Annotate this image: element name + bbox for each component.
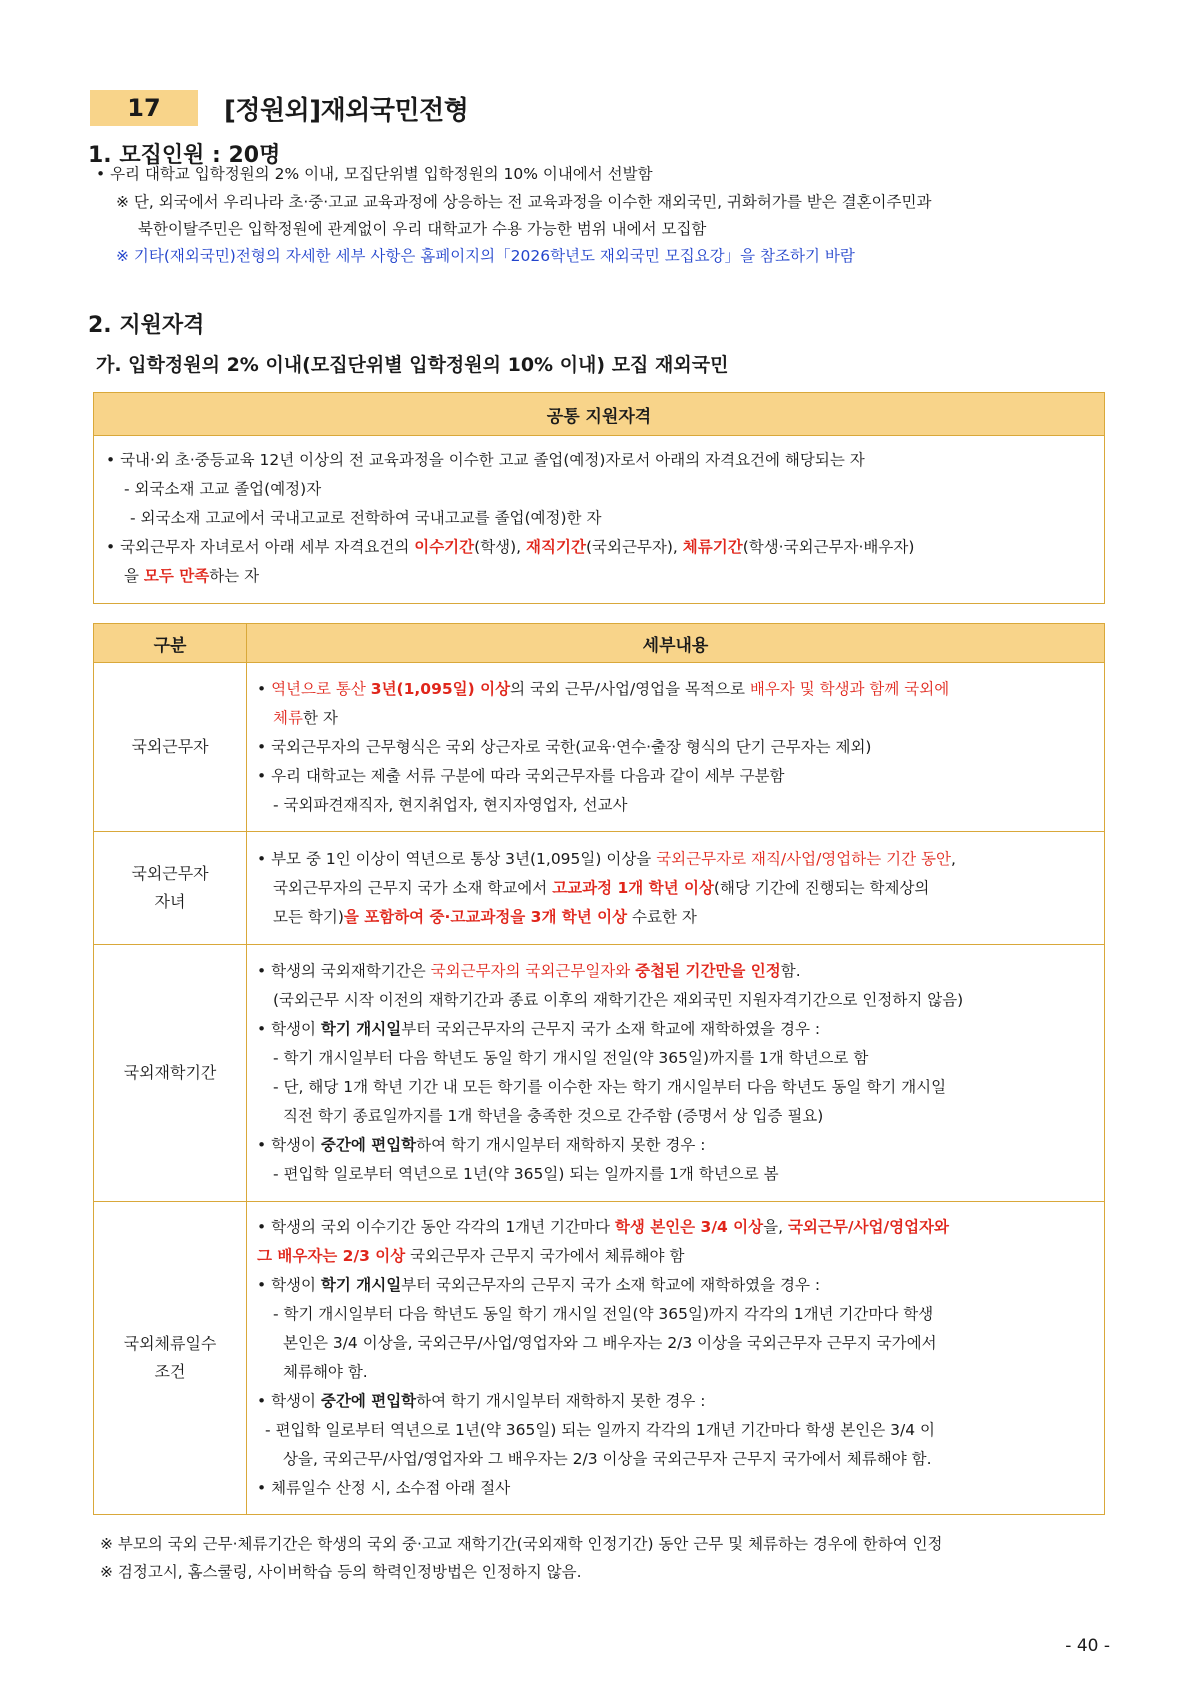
table-header-details: 세부내용	[247, 624, 1105, 663]
heading-eligibility: 2. 지원자격	[88, 313, 205, 338]
common-line: • 국내·외 초·중등교육 12년 이상의 전 교육과정을 이수한 고교 졸업(예정)자로서 아래의 자격요건에 해당되는 자	[106, 451, 865, 469]
section-title: [정원외]재외국민전형	[224, 95, 469, 126]
row-category: 국외근무자	[94, 663, 247, 832]
eligibility-detail-table	[93, 623, 1105, 1515]
page-number: - 40 -	[1065, 1636, 1110, 1656]
row-category: 국외재학기간	[94, 945, 247, 1202]
common-eligibility-heading: 공통 지원자격	[94, 393, 1104, 436]
row-details: • 학생의 국외재학기간은 국외근무자의 국외근무일자와 중첩된 기간만을 인정함. (국외근무 시작 이전의 재학기간과 종료 이후의 재학기간은 재외국민 지원자격기간으로 인정하지 않음) • 학생이 학기 개시일부터 국외근무자의 근무지 국가 소재 학교에 재학하였을 경우 : - 학기 개시일부터 다음 학년도 동일 학기 개시일 전일(약 365일)까지를 1개 학년으로 함 - 단, 해당 1개 학년 기간 내 모든 학기를 이수한 자는 학기 개시일부터 다음 학년도 동일 학기 개시일 직전 학기 종료일까지를 1개 학년을 충족한 것으로 간주함 (증명서 상 입증 필요) • 학생이 중간에 편입학하여 학기 개시일부터 재학하지 못한 경우 : - 편입학 일로부터 역년으로 1년(약 365일) 되는 일까지를 1개 학년으로 봄	[247, 945, 1105, 1202]
table-row	[94, 663, 1105, 832]
recruitment-note-cont: 북한이탈주민은 입학정원에 관계없이 우리 대학교가 수용 가능한 범위 내에서 모집함	[138, 220, 707, 238]
common-line: - 외국소재 고교에서 국내고교로 전학하여 국내고교를 졸업(예정)한 자	[130, 509, 602, 527]
footnote: ※ 부모의 국외 근무·체류기간은 학생의 국외 중·고교 재학기간(국외재학 인정기간) 동안 근무 및 체류하는 경우에 한하여 인정	[100, 1535, 943, 1553]
section-header	[90, 90, 468, 126]
row-category: 국외체류일수 조건	[94, 1202, 247, 1515]
eligibility-subtitle: 가. 입학정원의 2% 이내(모집단위별 입학정원의 10% 이내) 모집 재외국민	[96, 354, 729, 376]
section-number-badge: 17	[90, 90, 198, 126]
common-line: - 외국소재 고교 졸업(예정)자	[124, 480, 322, 498]
common-line: • 국외근무자 자녀로서 아래 세부 자격요건의 이수기간(학생), 재직기간(국외근무자), 체류기간(학생·국외근무자·배우자)	[106, 538, 915, 556]
row-category: 국외근무자 자녀	[94, 832, 247, 945]
row-details: • 역년으로 통산 3년(1,095일) 이상의 국외 근무/사업/영업을 목적으로 배우자 및 학생과 함께 국외에 체류한 자 • 국외근무자의 근무형식은 국외 상근자로 국한(교육·연수·출장 형식의 단기 근무자는 제외) • 우리 대학교는 제출 서류 구분에 따라 국외근무자를 다음과 같이 세부 구분함 - 국외파견재직자, 현지취업자, 현지자영업자, 선교사	[247, 663, 1105, 832]
common-eligibility-box	[93, 392, 1105, 604]
row-details: • 부모 중 1인 이상이 역년으로 통상 3년(1,095일) 이상을 국외근무자로 재직/사업/영업하는 기간 동안, 국외근무자의 근무지 국가 소재 학교에서 고교과정 1개 학년 이상(해당 기간에 진행되는 학제상의 모든 학기)을 포함하여 중·고교과정을 3개 학년 이상 수료한 자	[247, 832, 1105, 945]
recruitment-note: ※ 단, 외국에서 우리나라 초·중·고교 교육과정에 상응하는 전 교육과정을 이수한 재외국민, 귀화허가를 받은 결혼이주민과	[116, 193, 932, 211]
footnote: ※ 검정고시, 홈스쿨링, 사이버학습 등의 학력인정방법은 인정하지 않음.	[100, 1563, 582, 1581]
table-row	[94, 945, 1105, 1202]
recruitment-reference-note: ※ 기타(재외국민)전형의 자세한 세부 사항은 홈페이지의「2026학년도 재외국민 모집요강」을 참조하기 바람	[116, 247, 855, 265]
table-header-category: 구분	[94, 624, 247, 663]
heading-recruitment: 1. 모집인원 : 20명	[88, 143, 281, 168]
recruitment-line: • 우리 대학교 입학정원의 2% 이내, 모집단위별 입학정원의 10% 이내에서 선발함	[96, 165, 653, 183]
table-row	[94, 832, 1105, 945]
common-line: 을 모두 만족하는 자	[124, 567, 260, 585]
row-details: • 학생의 국외 이수기간 동안 각각의 1개년 기간마다 학생 본인은 3/4 이상을, 국외근무/사업/영업자와 그 배우자는 2/3 이상 국외근무자 근무지 국가에서 체류해야 함 • 학생이 학기 개시일부터 국외근무자의 근무지 국가 소재 학교에 재학하였을 경우 : - 학기 개시일부터 다음 학년도 동일 학기 개시일 전일(약 365일)까지 각각의 1개년 기간마다 학생 본인은 3/4 이상을, 국외근무/사업/영업자와 그 배우자는 2/3 이상을 국외근무자 근무지 국가에서 체류해야 함. • 학생이 중간에 편입학하여 학기 개시일부터 재학하지 못한 경우 : - 편입학 일로부터 역년으로 1년(약 365일) 되는 일까지 각각의 1개년 기간마다 학생 본인은 3/4 이 상을, 국외근무/사업/영업자와 그 배우자는 2/3 이상을 국외근무자 근무지 국가에서 체류해야 함. • 체류일수 산정 시, 소수점 아래 절사	[247, 1202, 1105, 1515]
table-row	[94, 1202, 1105, 1515]
